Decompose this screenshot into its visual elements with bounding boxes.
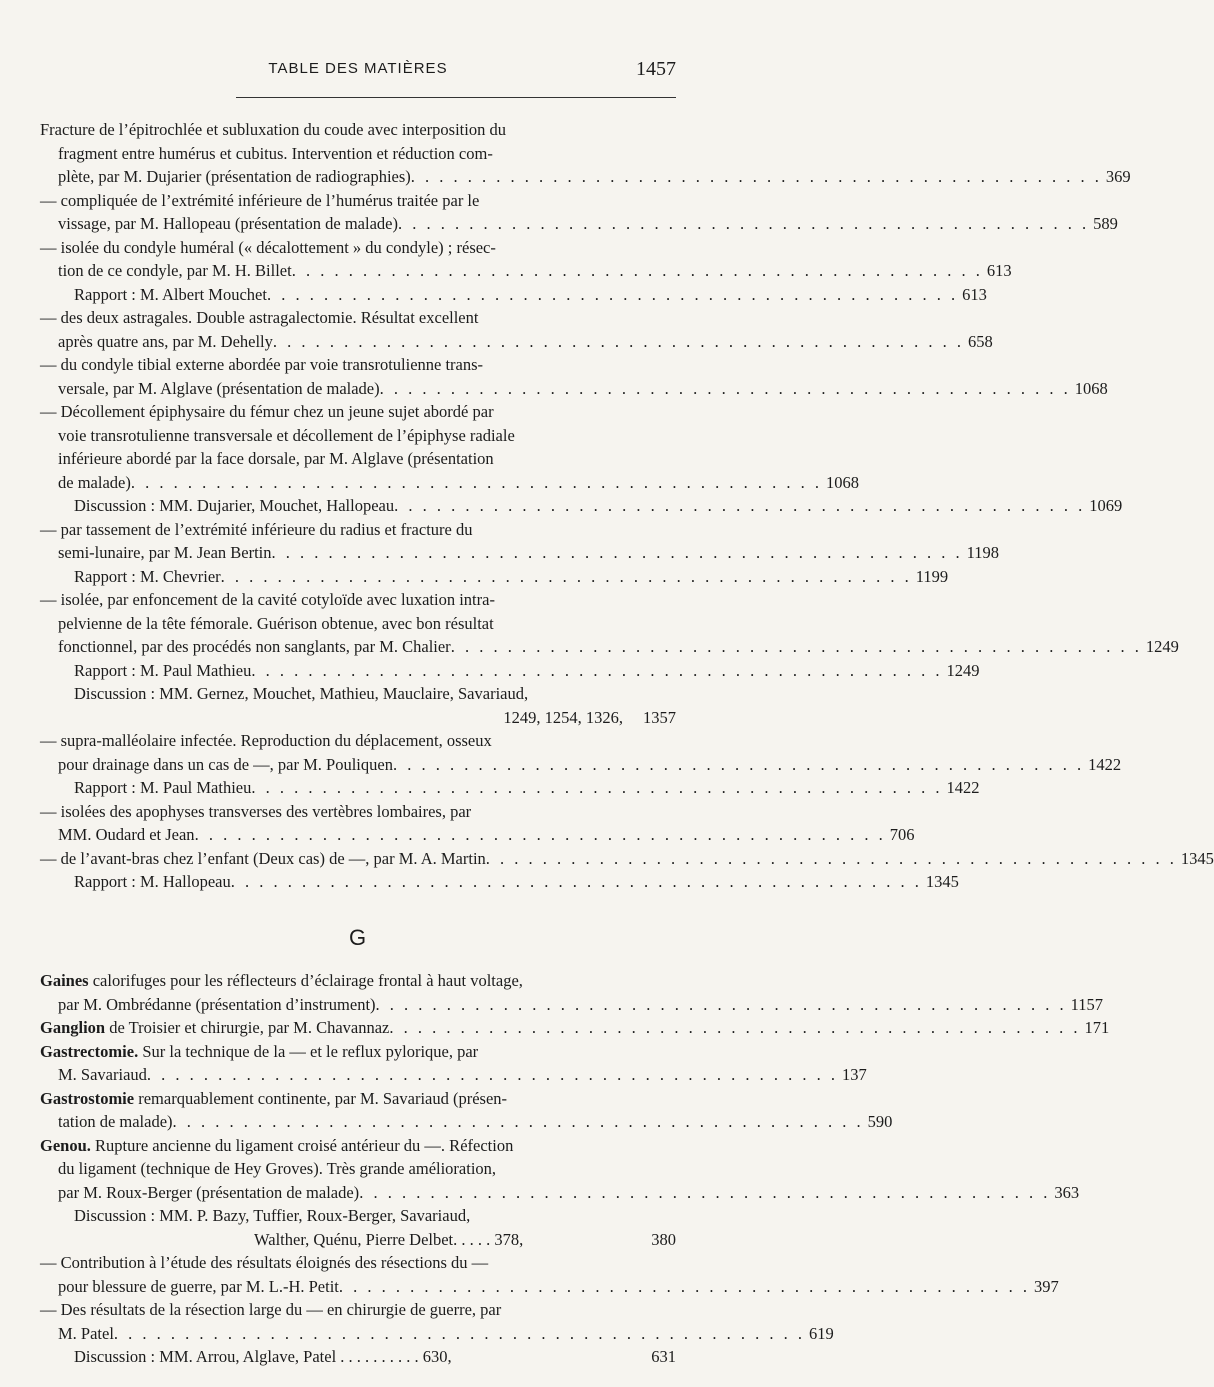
dot-leader: . . . . . . . . . . . . . . . . . . . . . . . . . . . . . . . . . . . . . . . . . . . . . . . . . xyxy=(485,848,1177,868)
entry-text: pour blessure de guerre, par M. L.-H. Petit xyxy=(58,1276,339,1296)
entry-last-line xyxy=(40,753,1122,777)
entry-page-number: 613 xyxy=(962,284,987,304)
entry-text: tion de ce condyle, par M. H. Billet xyxy=(58,261,292,280)
entry-page-number: 1422 xyxy=(946,778,980,797)
dot-leader: . . . . . . . . . . . . . . . . . . . . . . . . . . . . . . . . . . . . . . . . . . . . . . . . . xyxy=(194,825,886,844)
entry-line: voie transrotulienne transversale et décollement de l’épiphyse radiale xyxy=(58,425,515,445)
entry-text: plète, par M. Dujarier (présentation de radiographies) xyxy=(58,167,411,186)
entry-text: Rapport : M. Albert Mouchet xyxy=(74,284,267,304)
entry-page-number: 397 xyxy=(1034,1276,1059,1296)
entry-line: — compliquée de l’extrémité inférieure de l’humérus traitée par le xyxy=(40,190,480,210)
entry-line: fragment entre humérus et cubitus. Intervention et réduction com- xyxy=(58,143,493,163)
entry-page-number: 369 xyxy=(1105,167,1131,186)
entry-page-number: 631 xyxy=(651,1347,676,1366)
entry-page-number: 589 xyxy=(1093,214,1118,233)
index-entry xyxy=(40,236,1012,283)
entry-line: — supra-malléolaire infectée. Reproduction du déplacement, osseux xyxy=(40,731,492,750)
entry-last-line xyxy=(40,283,987,307)
entry-text: Discussion : MM. Arrou, Alglave, Patel . . . . . . . . . . 630, xyxy=(74,1347,452,1366)
entry-text: remarquablement continente, par M. Savariaud (présen- xyxy=(134,1088,508,1108)
index-entry xyxy=(40,800,915,847)
index-entry xyxy=(40,1016,1110,1040)
entry-page-number: 706 xyxy=(889,825,915,844)
entry-text: 1249, 1254, 1326, xyxy=(503,707,623,727)
entry-text: de malade) xyxy=(58,472,131,492)
entry-page-number: 1199 xyxy=(915,566,949,586)
spacer xyxy=(452,1345,648,1369)
entry-text: pour drainage dans un cas de —, par M. Pouliquen xyxy=(58,754,393,774)
index-entry xyxy=(40,1040,867,1087)
entry-last-line xyxy=(40,776,980,800)
entry-text: calorifuges pour les réflecteurs d’éclairage frontal à haut voltage, xyxy=(88,971,523,990)
index-entry xyxy=(40,1228,676,1252)
index-entry xyxy=(40,565,949,589)
entry-text: Rapport : M. Hallopeau xyxy=(74,872,231,891)
page-header xyxy=(40,60,676,82)
entry-page-number: 1069 xyxy=(1089,496,1123,515)
entry-page-number: 1345 xyxy=(1180,848,1214,868)
index-entry xyxy=(40,1204,676,1228)
index-entry xyxy=(40,283,987,307)
entry-text: Rapport : M. Paul Mathieu xyxy=(74,778,252,797)
entry-last-line xyxy=(40,1345,676,1369)
dot-leader: . . . . . . . . . . . . . . . . . . . . . . . . . . . . . . . . . . . . . . . . . . . . . . . . . xyxy=(113,1323,806,1343)
entry-last-line xyxy=(40,1322,834,1346)
index-entry xyxy=(40,494,1123,518)
entry-page-number: 1249 xyxy=(946,660,980,680)
page-number: 1457 xyxy=(636,58,676,80)
index-entry xyxy=(40,518,1000,565)
entry-page-number: 1068 xyxy=(825,472,859,492)
index-entry xyxy=(40,118,1131,189)
section-letter: G xyxy=(348,924,368,950)
entry-last-line xyxy=(40,259,1012,283)
entry-headword: Ganglion xyxy=(40,1018,106,1037)
entry-page-number: 1357 xyxy=(643,707,676,727)
entry-page-number: 363 xyxy=(1054,1182,1080,1202)
dot-leader: . . . . . . . . . . . . . . . . . . . . . . . . . . . . . . . . . . . . . . . . . . . . . . . . . xyxy=(251,660,943,680)
entry-text: par M. Roux-Berger (présentation de malade) xyxy=(58,1182,360,1202)
index-content xyxy=(40,118,1214,1369)
entry-text: fonctionnel, par des procédés non sanglants, par M. Chalier xyxy=(58,637,451,656)
index-entry xyxy=(40,353,1108,400)
index-entry xyxy=(40,1251,1059,1298)
entry-text: MM. Oudard et Jean xyxy=(58,825,195,844)
entry-line: inférieure abordé par la face dorsale, par M. Alglave (présentation xyxy=(58,449,494,468)
dot-leader: . . . . . . . . . . . . . . . . . . . . . . . . . . . . . . . . . . . . . . . . . . . . . . . . . xyxy=(230,872,922,891)
dot-leader: . . . . . . . . . . . . . . . . . . . . . . . . . . . . . . . . . . . . . . . . . . . . . . . . . xyxy=(338,1276,1031,1296)
entry-last-line xyxy=(40,1110,893,1134)
entry-last-line xyxy=(40,1181,1080,1205)
entry-page-number: 1422 xyxy=(1088,754,1122,774)
dot-leader: . . . . . . . . . . . . . . . . . . . . . . . . . . . . . . . . . . . . . . . . . . . . . . . . . xyxy=(375,994,1067,1014)
entry-last-line xyxy=(40,1063,867,1087)
index-entry xyxy=(40,729,1122,776)
dot-leader: . . . . . . . . . . . . . . . . . . . . . . . . . . . . . . . . . . . . . . . . . . . . . . . . . xyxy=(397,214,1090,233)
dot-leader: . . . . . . . . . . . . . . . . . . . . . . . . . . . . . . . . . . . . . . . . . . . . . . . . . xyxy=(389,1018,1081,1037)
entry-line: — du condyle tibial externe abordée par voie transrotulienne trans- xyxy=(40,355,484,374)
index-entry xyxy=(40,189,1118,236)
entry-line: — Contribution à l’étude des résultats éloignés des résections du — xyxy=(40,1253,489,1272)
entry-last-line xyxy=(40,565,949,589)
entry-line: — Des résultats de la résection large du — en chirurgie de guerre, par xyxy=(40,1300,502,1319)
entry-headword: Genou. xyxy=(40,1135,91,1155)
entry-last-line xyxy=(40,165,1131,189)
entry-line: — isolée du condyle huméral (« décalottement » du condyle) ; résec- xyxy=(40,237,496,257)
entry-last-line xyxy=(40,682,676,706)
entry-text: M. Patel xyxy=(58,1323,114,1343)
dot-leader: . . . . . . . . . . . . . . . . . . . . . . . . . . . . . . . . . . . . . . . . . . . . . . . . . xyxy=(291,261,983,280)
entry-page-number: 590 xyxy=(867,1112,893,1131)
entry-headword: Gastrectomie. xyxy=(40,1041,139,1061)
entry-page-number: 613 xyxy=(986,261,1012,280)
index-entry xyxy=(40,400,859,494)
entry-text: après quatre ans, par M. Dehelly xyxy=(58,331,273,351)
entry-last-line xyxy=(40,494,1123,518)
dot-leader: . . . . . . . . . . . . . . . . . . . . . . . . . . . . . . . . . . . . . . . . . . . . . . . . . xyxy=(272,331,965,351)
entry-text: Discussion : MM. Gernez, Mouchet, Mathieu, Mauclaire, Savariaud, xyxy=(74,684,529,703)
entry-last-line xyxy=(40,471,859,495)
dot-leader: . . . . . . . . . . . . . . . . . . . . . . . . . . . . . . . . . . . . . . . . . . . . . . . . . xyxy=(394,496,1086,515)
entry-text: de Troisier et chirurgie, par M. Chavannaz xyxy=(105,1018,390,1037)
entry-line xyxy=(40,1040,676,1064)
spacer xyxy=(528,682,676,706)
index-entry xyxy=(40,306,993,353)
entry-text: Rapport : M. Chevrier xyxy=(74,566,221,586)
entry-page-number: 658 xyxy=(968,331,993,351)
entry-line xyxy=(40,1087,676,1111)
index-entry xyxy=(40,969,1104,1016)
index-entry xyxy=(40,847,1214,871)
dot-leader: . . . . . . . . . . . . . . . . . . . . . . . . . . . . . . . . . . . . . . . . . . . . . . . . . xyxy=(271,543,963,562)
entry-last-line xyxy=(40,1275,1059,1299)
index-entry xyxy=(40,1087,893,1134)
entry-text: Sur la technique de la — et le reflux pylorique, par xyxy=(138,1041,479,1061)
entry-line xyxy=(40,969,676,993)
entry-headword: Gastrostomie xyxy=(40,1088,135,1108)
entry-text: semi-lunaire, par M. Jean Bertin xyxy=(58,543,272,562)
dot-leader: . . . . . . . . . . . . . . . . . . . . . . . . . . . . . . . . . . . . . . . . . . . . . . . . . xyxy=(146,1065,839,1084)
dot-leader: . . . . . . . . . . . . . . . . . . . . . . . . . . . . . . . . . . . . . . . . . . . . . . . . . xyxy=(172,1112,864,1131)
entry-line: du ligament (technique de Hey Groves). Très grande amélioration, xyxy=(58,1159,497,1178)
index-entry xyxy=(40,1134,1080,1205)
entry-headword: Gaines xyxy=(40,971,89,990)
index-entry xyxy=(40,776,980,800)
dot-leader: . . . . . . . . . . . . . . . . . . . . . . . . . . . . . . . . . . . . . . . . . . . . . . . . . xyxy=(266,284,959,304)
dot-leader: . . . . . . . . . . . . . . . . . . . . . . . . . . . . . . . . . . . . . . . . . . . . . . . . . xyxy=(359,1182,1051,1202)
entry-line: Fracture de l’épitrochlée et subluxation du coude avec interposition du xyxy=(40,120,506,139)
entry-page-number: 171 xyxy=(1084,1018,1110,1037)
dot-leader: . . . . . . . . . . . . . . . . . . . . . . . . . . . . . . . . . . . . . . . . . . . . . . . . . xyxy=(392,754,1085,774)
spacer xyxy=(470,1204,676,1228)
entry-last-line xyxy=(40,541,1000,565)
entry-last-line xyxy=(40,823,915,847)
entry-text: Discussion : MM. P. Bazy, Tuffier, Roux-Berger, Savariaud, xyxy=(74,1206,471,1225)
entry-text: — de l’avant-bras chez l’enfant (Deux cas) de —, par M. A. Martin xyxy=(40,848,486,868)
index-entry xyxy=(40,1298,834,1345)
index-entry xyxy=(40,870,959,894)
entry-line: — par tassement de l’extrémité inférieure du radius et fracture du xyxy=(40,519,473,539)
entry-line: pelvienne de la tête fémorale. Guérison obtenue, avec bon résultat xyxy=(58,613,494,633)
entry-text: Discussion : MM. Dujarier, Mouchet, Hallopeau xyxy=(74,496,395,515)
entry-line xyxy=(40,1134,676,1158)
index-entry xyxy=(40,588,1179,659)
entry-text: par M. Ombrédanne (présentation d’instrument) xyxy=(58,994,376,1014)
entry-page-number: 1345 xyxy=(925,872,959,891)
entry-page-number: 1198 xyxy=(966,543,1000,562)
entry-page-number: 380 xyxy=(651,1229,676,1249)
entry-text: Rupture ancienne du ligament croisé antérieur du —. Réfection xyxy=(90,1135,514,1155)
entry-text: Rapport : M. Paul Mathieu xyxy=(74,660,252,680)
entry-line: — isolée, par enfoncement de la cavité cotyloïde avec luxation intra- xyxy=(40,590,495,609)
index-entry xyxy=(40,659,980,683)
entry-line: — des deux astragales. Double astragalectomie. Résultat excellent xyxy=(40,308,479,327)
header-rule xyxy=(236,97,676,98)
entry-page-number: 619 xyxy=(809,1323,834,1343)
entry-last-line xyxy=(40,635,1179,659)
entry-page-number: 1068 xyxy=(1074,378,1108,398)
entry-last-line xyxy=(40,212,1118,236)
entry-line: — isolées des apophyses transverses des vertèbres lombaires, par xyxy=(40,801,472,821)
dot-leader: . . . . . . . . . . . . . . . . . . . . . . . . . . . . . . . . . . . . . . . . . . . . . . . . . xyxy=(220,566,912,586)
entry-last-line xyxy=(40,659,980,683)
dot-leader: . . . . . . . . . . . . . . . . . . . . . . . . . . . . . . . . . . . . . . . . . . . . . . . . . xyxy=(251,778,943,797)
entry-last-line xyxy=(40,377,1108,401)
dot-leader: . . . . . . . . . . . . . . . . . . . . . . . . . . . . . . . . . . . . . . . . . . . . . . . . . xyxy=(379,378,1071,398)
entry-page-number: 137 xyxy=(842,1065,867,1084)
entry-last-line xyxy=(40,847,1214,871)
entry-last-line xyxy=(40,870,959,894)
entry-last-line xyxy=(40,330,993,354)
dot-leader: . . . . . . . . . . . . . . . . . . . . . . . . . . . . . . . . . . . . . . . . . . . . . . . . . xyxy=(410,167,1102,186)
entry-last-line xyxy=(40,1204,676,1228)
spacer xyxy=(523,1228,647,1252)
entry-last-line xyxy=(40,706,676,730)
entry-last-line xyxy=(40,1228,676,1252)
index-entry xyxy=(40,682,676,706)
entry-line: — Décollement épiphysaire du fémur chez un jeune sujet abordé par xyxy=(40,402,494,421)
dot-leader: . . . . . . . . . . . . . . . . . . . . . . . . . . . . . . . . . . . . . . . . . . . . . . . . . xyxy=(450,637,1142,656)
index-entry xyxy=(40,1345,676,1369)
dot-leader: . . . . . . . . . . . . . . . . . . . . . . . . . . . . . . . . . . . . . . . . . . . . . . . . . xyxy=(130,472,822,492)
entry-page-number: 1157 xyxy=(1070,994,1104,1014)
entry-text: vissage, par M. Hallopeau (présentation de malade) xyxy=(58,214,398,233)
entry-text: M. Savariaud xyxy=(58,1065,147,1084)
entry-text: Walther, Quénu, Pierre Delbet. . . . . 378, xyxy=(254,1229,524,1249)
running-title: TABLE DES MATIÈRES xyxy=(268,60,448,77)
index-entry xyxy=(40,706,676,730)
entry-text: tation de malade) xyxy=(58,1112,173,1131)
entry-page-number: 1249 xyxy=(1145,637,1179,656)
entry-last-line xyxy=(40,1016,1110,1040)
entry-text: versale, par M. Alglave (présentation de malade) xyxy=(58,378,380,398)
entry-last-line xyxy=(40,993,1104,1017)
